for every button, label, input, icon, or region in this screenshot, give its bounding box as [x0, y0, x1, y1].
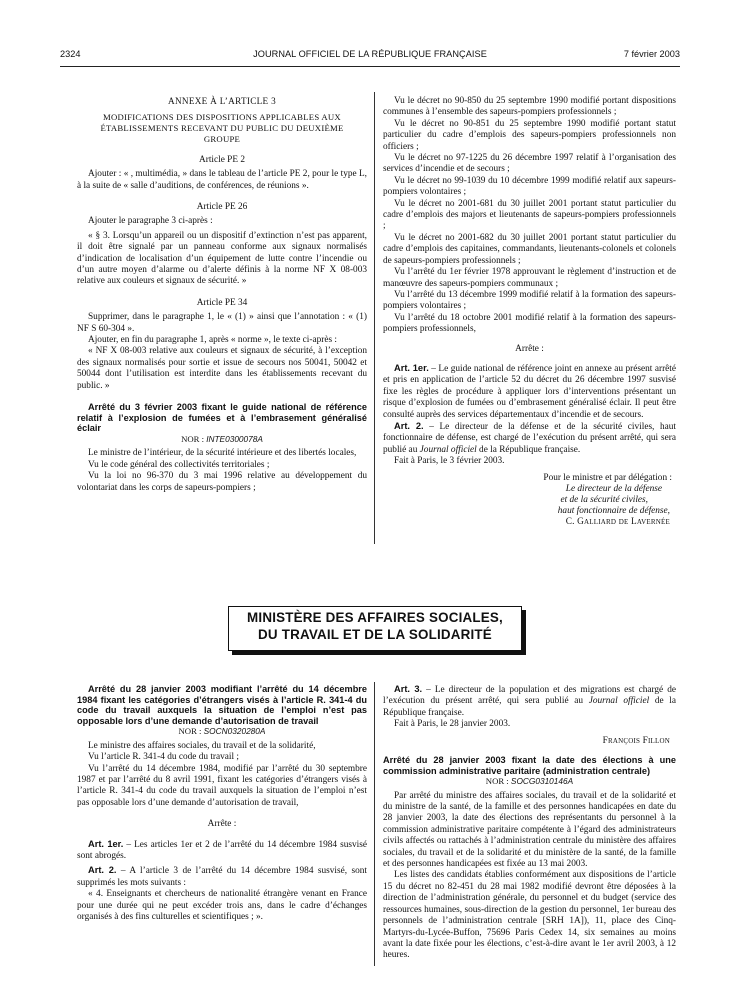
nor-code: SOCN0320280A [203, 726, 266, 737]
pe26-heading: Article PE 26 [196, 202, 248, 213]
column-divider-bottom [374, 682, 375, 966]
top-right-column [383, 96, 676, 528]
arrete2-signature: François Fillon [602, 735, 670, 746]
arrete1-p2: Vu le code général des collectivités territoriales ; [88, 459, 270, 470]
art3-journal: Journal officiel [588, 696, 650, 707]
sig-name: C. Galliard de Lavernée [565, 516, 670, 527]
pe34-quote: « NF X 08-003 relative aux couleurs et signaux de sécurité, à l’exception des signaux normalisés pour sortie et issue de secours nos 50041, 50042 et 50044 dont l’utilisation est interdite dans les établissements recevant du public. » [77, 346, 367, 391]
vu-paragraph: Vu l’arrêté du 13 décembre 1999 modifié relatif à la formation des sapeurs-pompiers volontaires ; [383, 289, 676, 312]
arrete2-art2 [77, 865, 367, 889]
nor-code: INTE0300078A [206, 433, 263, 444]
arrete1-p1: Le ministre de l’intérieur, de la sécurité intérieure et des libertés locales, [88, 448, 357, 459]
vu-paragraph: Vu le décret no 2001-681 du 30 juillet 2001 portant statut particulier du cadre d’emplois des majors et lieutenants de sapeurs-pompiers professionnels ; [383, 198, 676, 232]
arrete1-signature-block [383, 473, 676, 528]
header-rule [60, 66, 680, 67]
arrete3-p2: Les listes des candidats établies conformément aux dispositions de l’article 15 du décret no 82-451 du 28 mai 1982 modifié devront être déposées à la direction de l’administration générale, du personnel et du budget (service des ressources humaines, sous-direction de la gestion du personnel, 1er bureau des personnels de l’administration centrale [SRH 1A]), 11, place des Cinq-Martyrs-du-Lycée-Buffon, 75696 Paris Cedex 14, six semaines au moins avant la date fixée pour les élections, c’est-à-dire avant le 1er avril 2003, à 12 heures. [383, 870, 676, 961]
vu-paragraph: Vu le décret no 97-1225 du 26 décembre 1997 relatif à l’organisation des services d’incendie et de secours ; [383, 153, 676, 175]
arrete2-p2: Vu l’article R. 341-4 du code du travail ; [88, 752, 239, 763]
arrete2-nor [77, 726, 367, 737]
art1-label: Art. 1er. [88, 838, 124, 849]
vu-paragraph: Vu le décret no 90-850 du 25 septembre 1990 modifié portant dispositions communes à l’ensemble des sapeurs-pompiers professionnels ; [383, 96, 676, 118]
ministry-line-2: DU TRAVAIL ET DE LA SOLIDARITÉ [258, 626, 492, 642]
arrete1-nor [77, 434, 367, 445]
pe26-intro: Ajouter le paragraphe 3 ci-après : [88, 216, 213, 227]
vu-list [383, 96, 676, 336]
arrete2-fait: Fait à Paris, le 28 janvier 2003. [394, 719, 511, 730]
art3-label: Art. 3. [394, 684, 423, 694]
art2-text: – A l’article 3 de l’arrêté du 14 décembre 1984 susvisé, sont supprimés les mots suivants : [77, 866, 367, 888]
arrete1-p3: Vu la loi no 96-370 du 3 mai 1996 relative au développement du volontariat dans les corps de sapeurs-pompiers ; [77, 471, 367, 493]
page-number: 2324 [60, 49, 81, 59]
pe34-p1: Supprimer, dans le paragraphe 1, le « (1) » ainsi que l’annotation : « (1) NF S 60-304 ». [77, 312, 367, 334]
vu-paragraph: Vu le décret no 2001-682 du 30 juillet 2001 portant statut particulier du cadre d’emplois des capitaines, commandants, lieutenants-colonels et colonels de sapeurs-pompiers professionnels ; [383, 232, 676, 266]
nor-label: NOR : [181, 433, 205, 444]
art2-label: Art. 2. [394, 420, 424, 431]
sig-line-1: Le directeur de la défense [565, 483, 662, 494]
art2-text-b: de la République française. [476, 444, 581, 455]
column-divider-top [374, 92, 375, 544]
arrete3-nor [383, 776, 676, 787]
art2-label: Art. 2. [88, 865, 117, 876]
pe2-text: Ajouter : « , multimédia, » dans le tableau de l’article PE 2, pour le type L, à la suite de « salle d’auditions, de conférences, de réunions ». [77, 169, 367, 191]
art2-journal: Journal officiel [419, 444, 477, 455]
annexe-title: ANNEXE À L’ARTICLE 3 [168, 96, 276, 106]
pe2-heading: Article PE 2 [199, 154, 245, 165]
arrete1-title: Arrêté du 3 février 2003 fixant le guide national de référence relatif à l’explosion de fumées et à l’embrasement généralisé éclair [77, 402, 367, 434]
art2-text-a: – Le directeur de la défense et de la sécurité civiles, haut fonctionnaire de défense, est chargé de l’exécution du présent arrêté, qui sera publié au [383, 421, 676, 455]
ministry-banner [228, 606, 522, 651]
art1-text: – Le guide national de référence joint en annexe au présent arrêté et pris en application de l’article 52 du décret du 26 décembre 1997 susvisé fixe les règles de procédure à appliquer lors d’interventions présentant un risque d’explosion de fumées ou d’embrasement généralisé éclair. Il peut être consulté auprès des services départementaux d’incendie et de secours. [383, 363, 676, 420]
sig-line-3: haut fonctionnaire de défense, [557, 505, 670, 516]
art1-text: – Les articles 1er et 2 de l’arrêté du 14 décembre 1984 susvisé sont abrogés. [77, 839, 367, 862]
nor-code: SOCG0310146A [510, 776, 574, 787]
arrete2-art2-quote: « 4. Enseignants et chercheurs de nationalité étrangère venant en France pour une durée qui ne peut excéder trois ans, dans le cadre d’échanges organisés à des fins culturelles et scientifiques ; ». [77, 889, 367, 923]
arrete2-title: Arrêté du 28 janvier 2003 modifiant l’arrêté du 14 décembre 1984 fixant les catégories d’étrangers visés à l’article R. 341-4 du code du travail auxquels la situation de l’emploi n’est pas opposable lors d’une demande d’autorisation de travail [77, 684, 367, 726]
vu-paragraph: Vu le décret no 99-1039 du 10 décembre 1999 modifié relatif aux sapeurs-pompiers volontaires ; [383, 175, 676, 198]
art3-text-a: – Le directeur de la population et des migrations est chargé de l’exécution du présent arrêté, qui sera publié au [383, 685, 676, 707]
issue-date: 7 février 2003 [623, 49, 680, 59]
bottom-left-column [77, 684, 367, 923]
arrete1-arrete-label: Arrête : [515, 343, 544, 354]
running-header [60, 49, 680, 63]
pe34-p2: Ajouter, en fin du paragraphe 1, après « norme », le texte ci-après : [88, 335, 337, 346]
nor-label: NOR : [485, 776, 509, 787]
sig-line-2: et de la sécurité civiles, [560, 494, 648, 505]
arrete2-p1: Le ministre des affaires sociales, du travail et de la solidarité, [88, 740, 316, 751]
arrete2-arrete-label: Arrête : [207, 819, 237, 830]
ministry-line-1: MINISTÈRE DES AFFAIRES SOCIALES, [247, 610, 503, 625]
top-left-column [77, 96, 367, 494]
nor-label: NOR : [178, 726, 202, 737]
annexe-subtitle: MODIFICATIONS DES DISPOSITIONS APPLICABLES AUX ÉTABLISSEMENTS RECEVANT DU PUBLIC DU DEUXIÈME GROUPE [100, 112, 344, 144]
vu-paragraph: Vu le décret no 90-851 du 25 septembre 1990 modifié portant statut particulier du cadre d’emplois des sapeurs-pompiers professionnels non officiers ; [383, 118, 676, 152]
pe34-heading: Article PE 34 [196, 297, 248, 308]
arrete2-p3: Vu l’arrêté du 14 décembre 1984, modifié par l’arrêté du 30 septembre 1987 et par l’arrêté du 8 avril 1991, fixant les catégories d’étrangers visés à l’article R. 341-4 du code du travail auxquels la situation de l’emploi n’est pas opposable lors d’une demande d’autorisation de travail, [77, 763, 367, 808]
arrete1-fait: Fait à Paris, le 3 février 2003. [394, 456, 505, 467]
arrete2-art3 [383, 684, 676, 719]
vu-paragraph: Vu l’arrêté du 1er février 1978 approuvant le règlement d’instruction et de manœuvre des sapeurs-pompiers communaux ; [383, 267, 676, 289]
sig-intro: Pour le ministre et par délégation : [543, 472, 672, 483]
bottom-right-column [383, 684, 676, 962]
journal-title: JOURNAL OFFICIEL DE LA RÉPUBLIQUE FRANÇAISE [253, 49, 487, 59]
art3-text-b: de la République française. [383, 696, 676, 718]
arrete1-art2 [383, 421, 676, 456]
arrete3-p1: Par arrêté du ministre des affaires sociales, du travail et de la solidarité et du ministre de la santé, de la famille et des personnes handicapées en date du 28 janvier 2003, la date des élections des représentants du personnel à la commission administrative paritaire compétente à l’égard des administrateurs civils affectés ou rattachés à l’administration centrale du ministère des affaires sociales, du travail et de la solidarité et du ministère de la santé, de la famille et des personnes handicapées est fixée au 13 mai 2003. [383, 790, 676, 870]
arrete1-art1 [383, 363, 676, 421]
arrete2-art1 [77, 839, 367, 863]
art1-label: Art. 1er. [394, 362, 429, 373]
pe26-quote: « § 3. Lorsqu’un appareil ou un dispositif d’extinction n’est pas apparent, il doit être signalé par un panneau conforme aux signaux normalisés d’indication de localisation d’un équipement de lutte contre l’incendie ou d’un autre moyen d’alarme ou d’alerte définis à la norme NF X 08-003 relative aux couleurs et signaux de sécurité. » [77, 230, 367, 287]
vu-paragraph: Vu l’arrêté du 18 octobre 2001 modifié relatif à la formation des sapeurs-pompiers professionnels, [383, 312, 676, 335]
arrete3-title: Arrêté du 28 janvier 2003 fixant la date des élections à une commission administrative paritaire (administration centrale) [383, 755, 676, 776]
